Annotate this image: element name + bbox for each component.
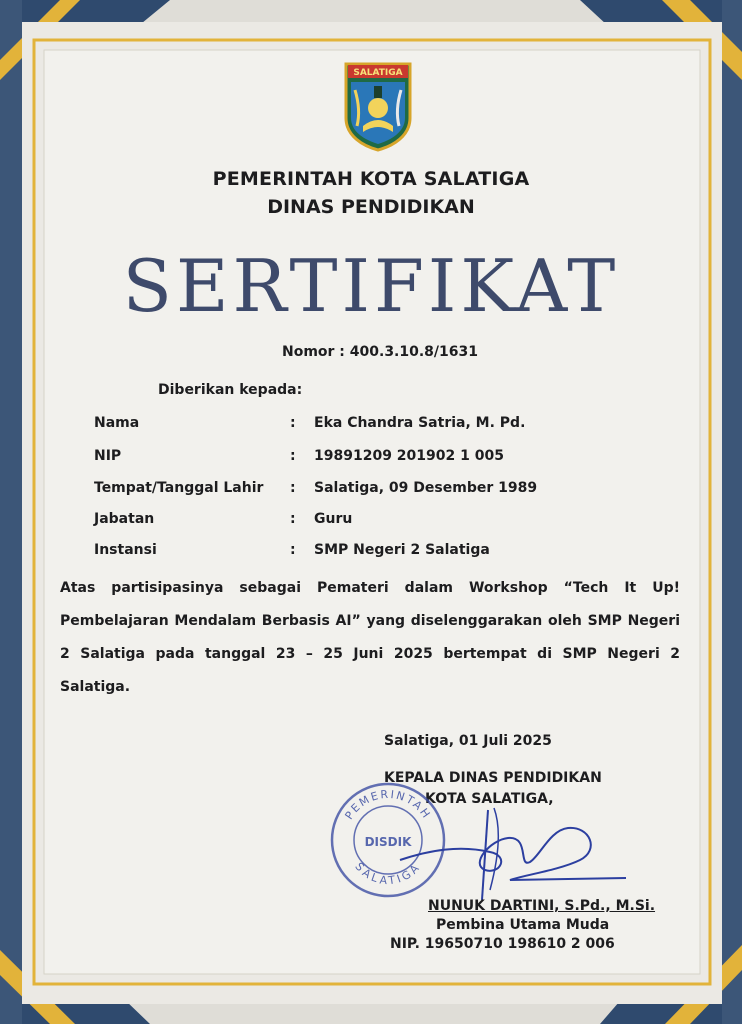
field-colon: :: [290, 480, 296, 496]
field-colon: :: [290, 542, 296, 558]
field-label: Nama: [94, 415, 140, 431]
field-label: Jabatan: [94, 511, 155, 527]
signer-nip: NIP. 19650710 198610 2 006: [390, 936, 615, 952]
stamp-text-center: DISDIK: [364, 835, 412, 849]
signer-office-line2: KOTA SALATIGA,: [425, 791, 554, 807]
field-colon: :: [290, 415, 296, 431]
place-date: Salatiga, 01 Juli 2025: [384, 733, 552, 749]
signer-office-line1: KEPALA DINAS PENDIDIKAN: [384, 770, 602, 786]
field-value: Guru: [314, 511, 353, 527]
stamp-text-top: PEMERINTAH: [342, 787, 434, 822]
field-value: 19891209 201902 1 005: [314, 448, 504, 464]
certificate-number: Nomor : 400.3.10.8/1631: [281, 344, 478, 360]
salatiga-emblem: [343, 60, 413, 152]
participation-paragraph: Atas partisipasinya sebagai Pemateri dalam Workshop “Tech It Up! Pembelajaran Mendalam Berbasis AI” yang diselenggarakan oleh SMP Negeri 2 Salatiga pada tanggal 23 – 25 Juni 2025 bertempat di SMP Negeri 2 Salatiga.: [60, 580, 680, 695]
field-value: Salatiga, 09 Desember 1989: [314, 480, 538, 496]
field-colon: :: [290, 448, 296, 464]
field-label: Instansi: [94, 542, 157, 558]
field-label: NIP: [94, 448, 122, 464]
field-value: SMP Negeri 2 Salatiga: [314, 542, 490, 558]
field-label: Tempat/Tanggal Lahir: [94, 480, 264, 496]
given-to-label: Diberikan kepada:: [158, 382, 303, 398]
field-value: Eka Chandra Satria, M. Pd.: [314, 415, 526, 431]
stamp-text-bottom: SALATIGA: [352, 860, 424, 888]
header-government: PEMERINTAH KOTA SALATIGA: [212, 168, 530, 190]
certificate-title: SERTIFIKAT: [122, 244, 620, 328]
signer-name: NUNUK DARTINI, S.Pd., M.Si.: [428, 898, 656, 914]
signer-rank: Pembina Utama Muda: [436, 917, 610, 933]
field-colon: :: [290, 511, 296, 527]
emblem-text: SALATIGA: [353, 68, 403, 78]
header-department: DINAS PENDIDIKAN: [267, 196, 475, 218]
